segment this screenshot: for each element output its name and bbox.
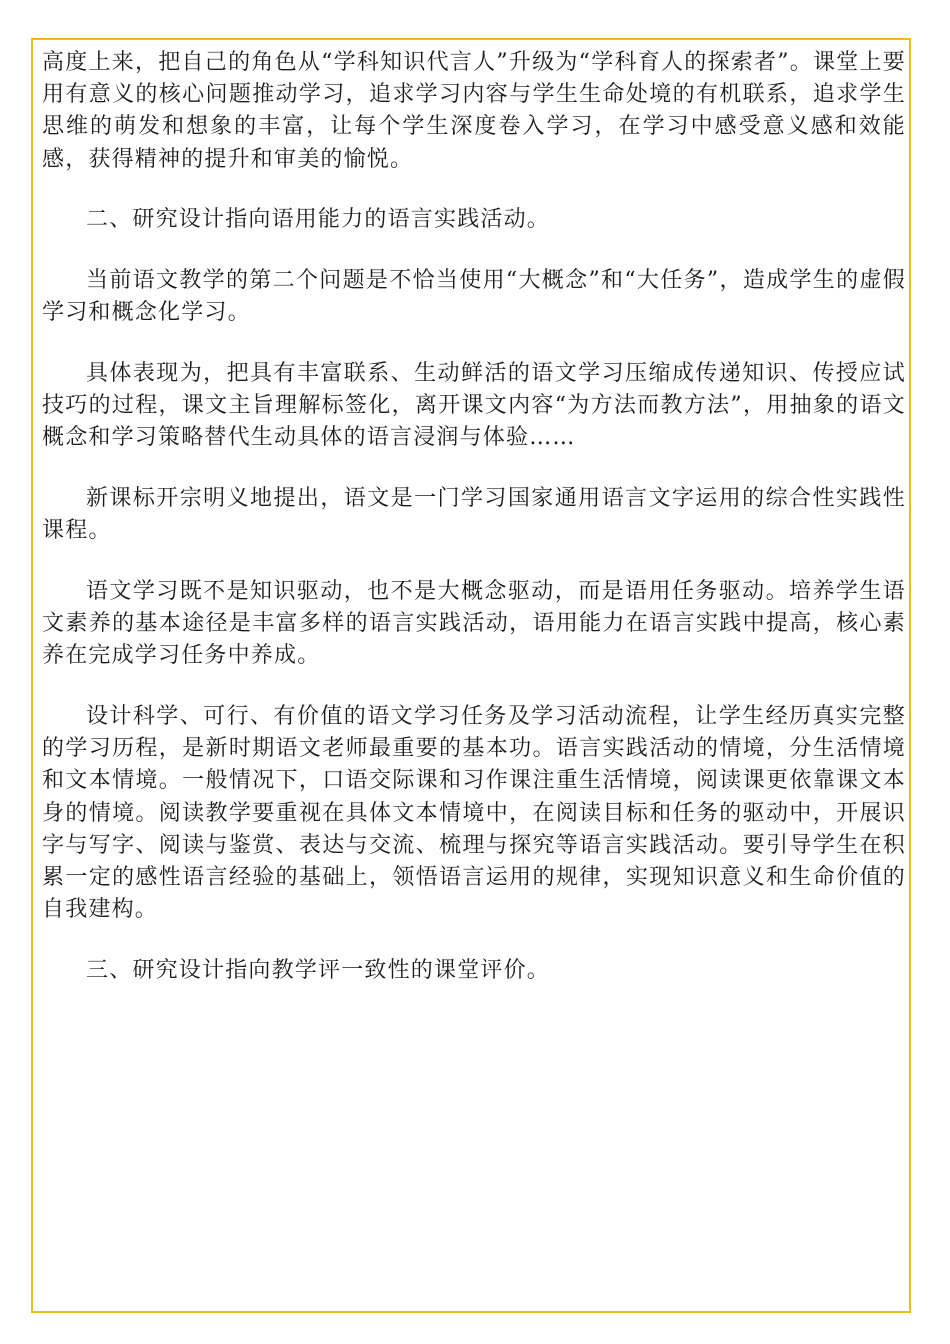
- paragraph-specific-manifestations: 具体表现为，把具有丰富联系、生动鲜活的语文学习压缩成传递知识、传授应试技巧的过程，课文主旨理解标签化，离开课文内容“为方法而教方法”，用抽象的语文概念和学习策略替代生动具体的语言浸润与体验……: [42, 360, 906, 451]
- paragraph-task-driven: 语文学习既不是知识驱动，也不是大概念驱动，而是语用任务驱动。培养学生语文素养的基本途径是丰富多样的语言实践活动，语用能力在语言实践中提高，核心素养在完成学习任务中养成。: [42, 578, 906, 669]
- section-heading-two: 二、研究设计指向语用能力的语言实践活动。: [86, 207, 551, 233]
- paragraph-new-curriculum: 新课标开宗明义地提出，语文是一门学习国家通用语言文字运用的综合性实践性课程。: [42, 486, 906, 544]
- paragraph-task-design: 设计科学、可行、有价值的语文学习任务及学习活动流程，让学生经历真实完整的学习历程，是新时期语文老师最重要的基本功。语言实践活动的情境，分生活情境和文本情境。一般情况下，口语交际课和习作课注重生活情境，阅读课更依靠课文本身的情境。阅读教学要重视在具体文本情境中，在阅读目标和任务的驱动中，开展识字与写字、阅读与鉴赏、表达与交流、梳理与探究等语言实践活动。要引导学生在积累一定的感性语言经验的基础上，领悟语言运用的规律，实现知识意义和生命价值的自我建构。: [42, 704, 906, 923]
- paragraph-second-problem: 当前语文教学的第二个问题是不恰当使用“大概念”和“大任务”，造成学生的虚假学习和概念化学习。: [42, 268, 906, 326]
- paragraph-continuation: 高度上来，把自己的角色从“学科知识代言人”升级为“学科育人的探索者”。课堂上要用有意义的核心问题推动学习，追求学习内容与学生生命处境的有机联系，追求学生思维的萌发和想象的丰富，让每个学生深度卷入学习，在学习中感受意义感和效能感，获得精神的提升和审美的愉悦。: [42, 50, 906, 172]
- document-body: [42, 47, 906, 987]
- section-heading-three: 三、研究设计指向教学评一致性的课堂评价。: [86, 957, 551, 983]
